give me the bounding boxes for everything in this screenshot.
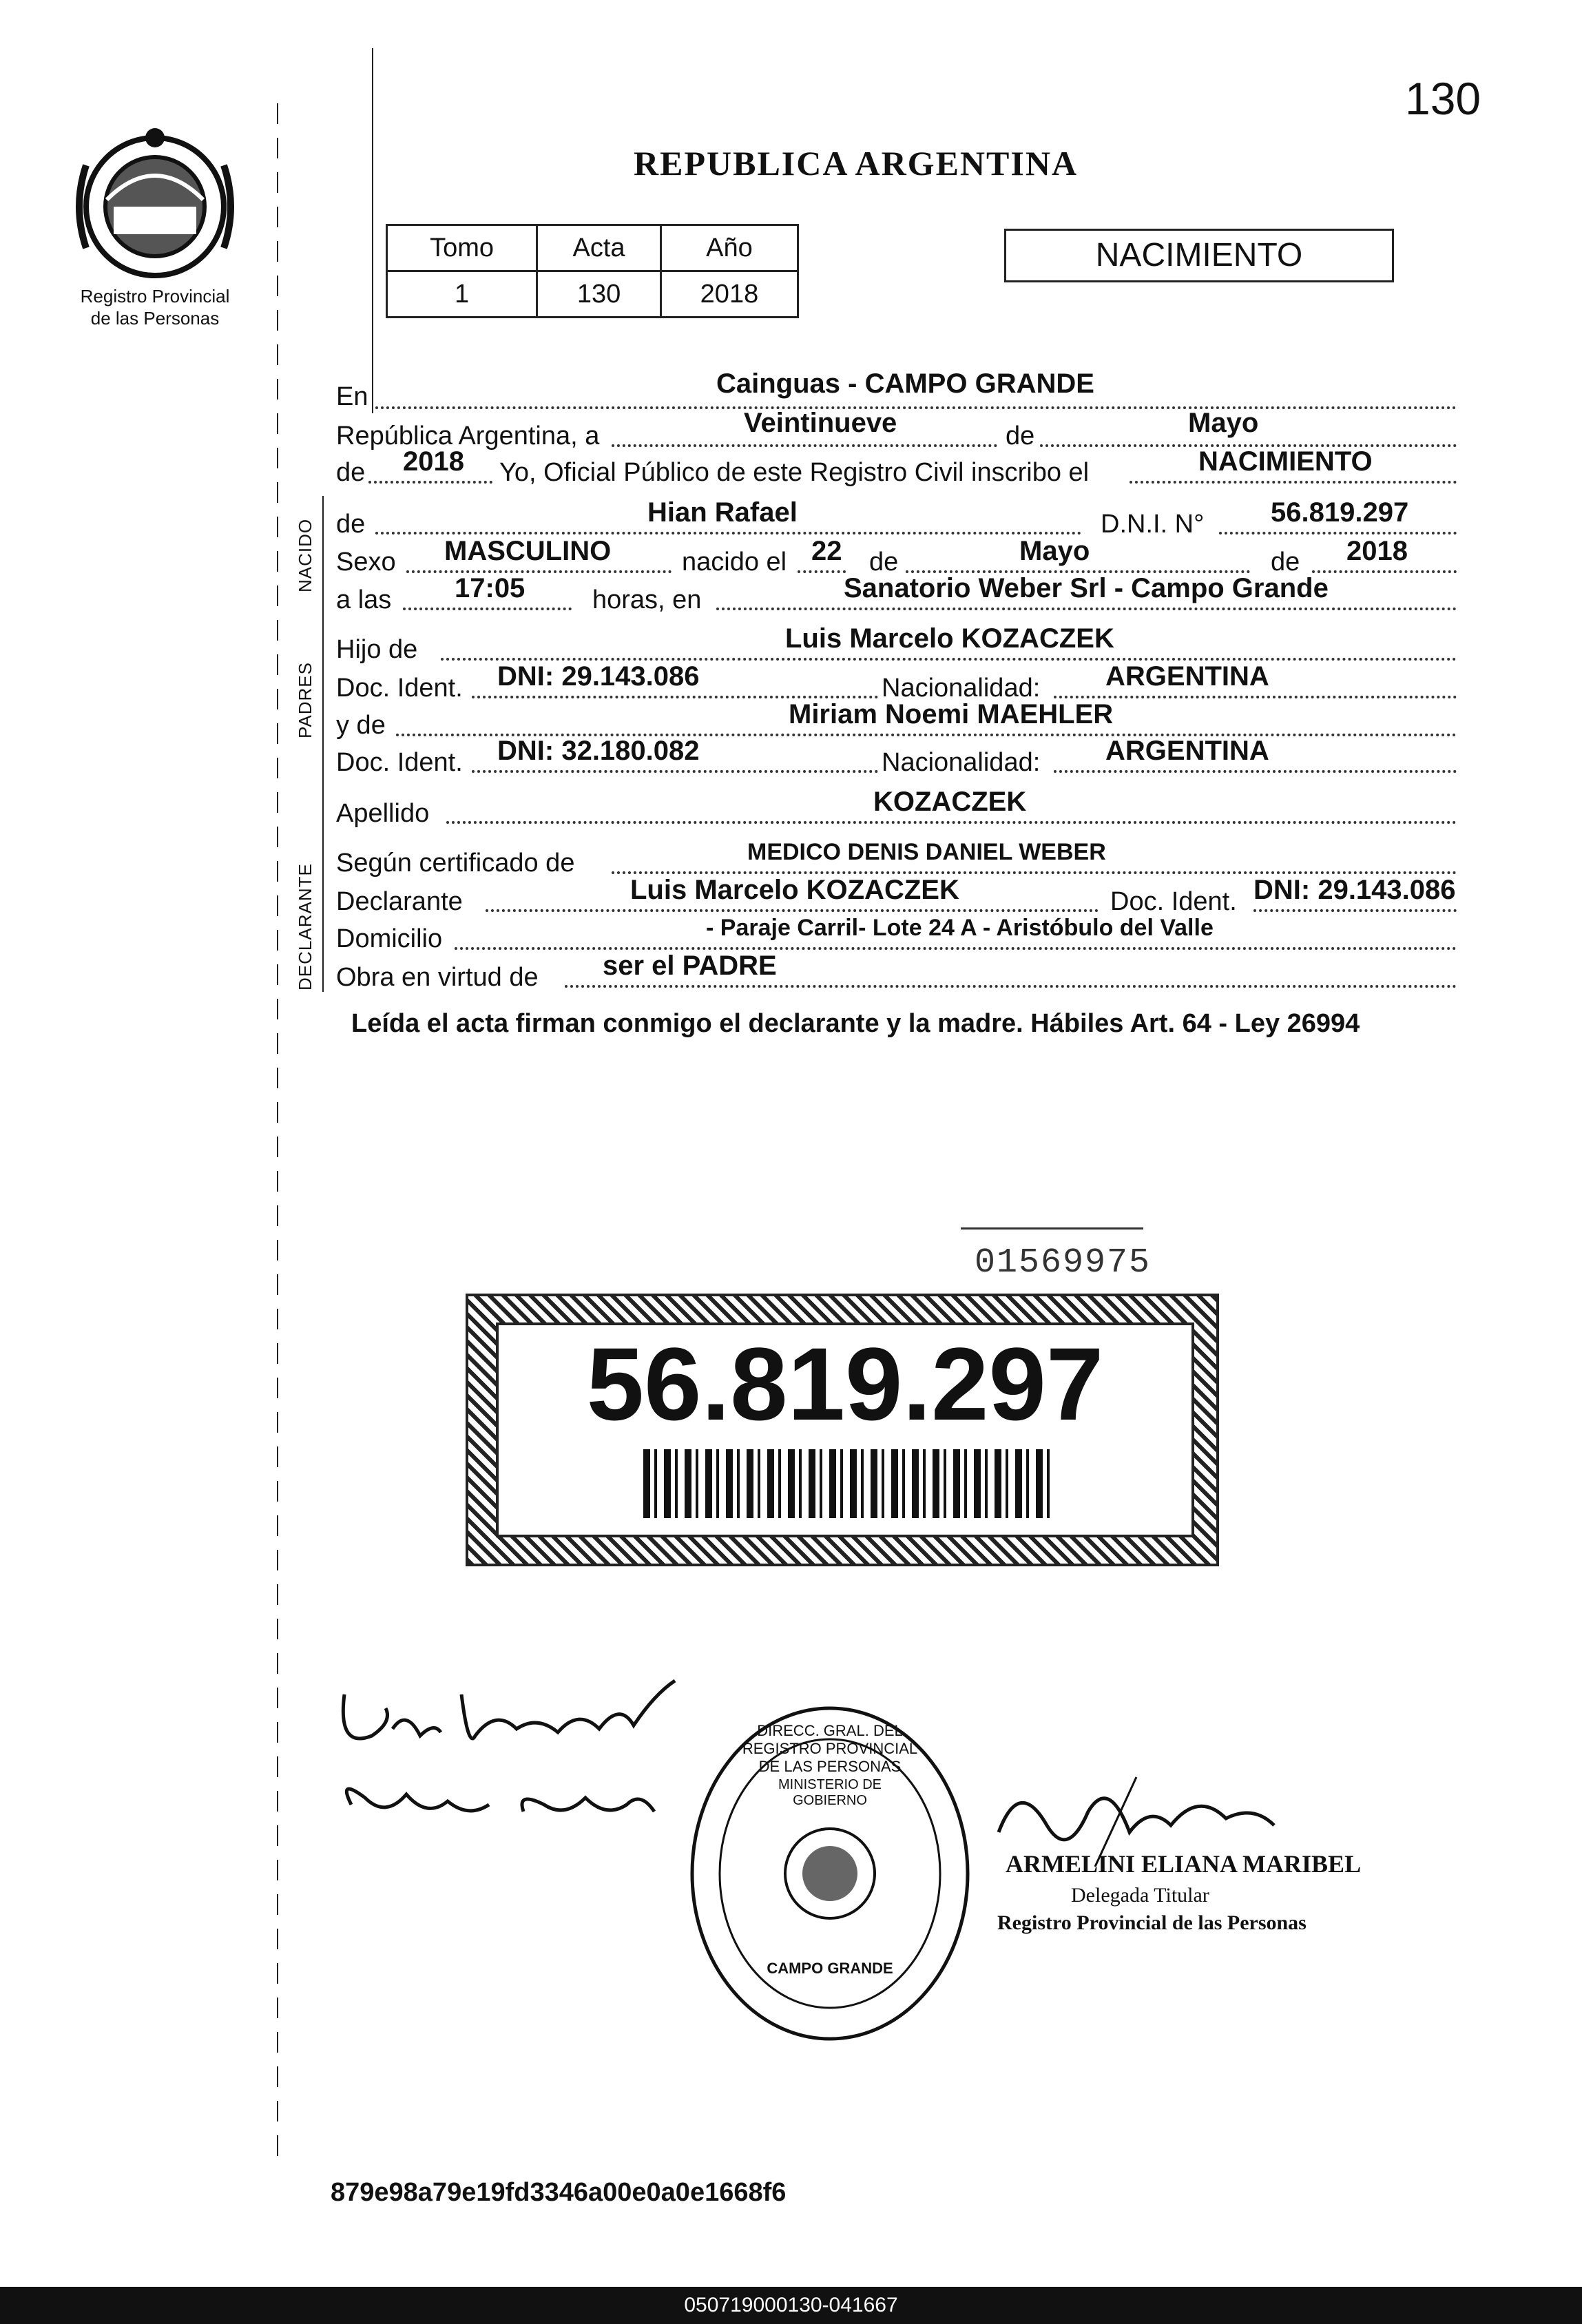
dni-sticker [466,1294,1219,1566]
horas-en-label: horas, en [592,585,702,614]
madre-doc: DNI: 32.180.082 [497,736,700,766]
dots [1253,909,1457,912]
page-number: 130 [1405,73,1481,124]
hijo-label: Hijo de [336,635,418,664]
official-office: Registro Provincial de las Personas [997,1911,1307,1934]
dots [1219,532,1457,535]
hora-label: a las [336,585,392,614]
official-stamp [685,1701,975,2046]
nac-dia: 22 [811,536,842,566]
nac-mes: Mayo [1019,536,1090,566]
anio-value: 2018 [660,271,798,318]
dots [565,985,1457,988]
lugar-value: Sanatorio Weber Srl - Campo Grande [844,573,1329,603]
declarante-doc: DNI: 29.143.086 [1253,875,1456,905]
anio-texto: 2018 [403,446,464,477]
acta-value: 130 [537,271,661,318]
logo-caption-line2: de las Personas [90,308,220,329]
official-name: ARMELINI ELIANA MARIBEL [1006,1850,1362,1878]
margin-line-left [277,103,278,2170]
sticker-serial-line [961,1227,1143,1230]
madre-nac: ARGENTINA [1105,736,1269,766]
doc-type-box: NACIMIENTO [1004,229,1394,282]
closing-note: Leída el acta firman conmigo el declarante y la madre. Hábiles Art. 64 - Ley 26994 [351,1009,1360,1038]
dots [441,658,1457,661]
dots [1312,570,1457,573]
apellido-value: KOZACZEK [873,787,1027,817]
mes-texto: Mayo [1188,408,1259,438]
cert-value: MEDICO DENIS DANIEL WEBER [747,839,1106,865]
nombre-label: de [336,510,366,539]
doc1-label: Doc. Ident. [336,674,463,703]
nac1-label: Nacionalidad: [882,674,1041,703]
padre-doc: DNI: 29.143.086 [497,661,700,692]
dots [486,909,1099,912]
sexo-value: MASCULINO [444,536,612,566]
declarante-value: Luis Marcelo KOZACZEK [630,875,959,905]
padre-nac: ARGENTINA [1105,661,1269,692]
inscribe-value: NACIMIENTO [1198,446,1373,477]
margin-line-right [372,48,373,413]
dots [612,871,1457,874]
padre-value: Luis Marcelo KOZACZEK [785,623,1114,654]
tomo-header: Tomo [387,225,537,271]
domicilio-value: - Paraje Carril- Lote 24 A - Aristóbulo del Valle [706,915,1214,941]
domicilio-label: Domicilio [336,924,443,953]
official-title: Delegada Titular [1071,1884,1209,1907]
de-label-1: de [1006,422,1035,450]
doc2-label: Doc. Ident. [336,748,463,777]
dots [446,821,1457,824]
province-logo [72,124,238,289]
nac-de1: de [869,548,899,577]
declarante-label: Declarante [336,887,463,916]
republica-label: República Argentina, a [336,422,600,450]
section-padres: PADRES [295,662,315,738]
nac-anio: 2018 [1346,536,1408,566]
nac2-label: Nacionalidad: [882,748,1041,777]
dots [375,406,1457,409]
footer-code: 050719000130-041667 [684,2294,898,2316]
obra-label: Obra en virtud de [336,963,539,992]
stamp-ring-text: DIRECC. GRAL. DEL REGISTRO PROVINCIAL DE LAS PERSONAS [742,1722,918,1775]
nacido-label: nacido el [682,548,787,577]
de-label-2: de [336,458,366,487]
footer-bar [0,2287,1582,2324]
signature-declarante [331,1667,716,1860]
section-nacido: NACIDO [295,518,315,592]
dots [368,481,492,484]
dots [455,947,1457,950]
registry-table [386,224,799,318]
dots [375,532,1081,535]
dots [1054,696,1457,698]
decl-doc-label: Doc. Ident. [1110,887,1237,916]
madre-value: Miriam Noemi MAEHLER [789,699,1114,729]
sticker-number: 56.819.297 [586,1326,1104,1442]
en-label: En [336,382,368,411]
country-title: REPUBLICA ARGENTINA [634,144,1079,183]
hora-value: 17:05 [455,573,525,603]
dots [1130,481,1457,484]
yde-label: y de [336,711,386,740]
dots [798,570,846,573]
dots [472,696,878,698]
sticker-serial: 01569975 [975,1243,1152,1283]
dia-texto: Veintinueve [744,408,897,438]
tomo-value: 1 [387,271,537,318]
sticker-inner [496,1322,1194,1537]
stamp-inner-text: MINISTERIO DE GOBIERNO [778,1777,882,1808]
logo-caption-line1: Registro Provincial [80,286,230,307]
dots [406,570,672,573]
apellido-label: Apellido [336,799,430,828]
coat-of-arms-icon [72,124,238,289]
sticker-barcode [643,1449,1057,1518]
acta-header: Acta [537,225,661,271]
anio-header: Año [660,225,798,271]
oficial-text: Yo, Oficial Público de este Registro Civil inscribo el [499,458,1090,487]
en-value: Cainguas - CAMPO GRANDE [716,369,1094,399]
dni-value: 56.819.297 [1271,497,1409,528]
dots [1054,770,1457,773]
section-declarante: DECLARANTE [295,863,315,990]
dots [612,444,997,447]
nombre-value: Hian Rafael [647,497,798,528]
dots [716,608,1457,610]
dots [472,770,878,773]
sexo-label: Sexo [336,548,396,577]
cert-label: Según certificado de [336,849,575,878]
stamp-place: CAMPO GRANDE [767,1960,893,1977]
nac-de2: de [1271,548,1300,577]
section-line [322,496,324,992]
document-hash: 879e98a79e19fd3346a00e0a0e1668f6 [331,2178,787,2207]
dots [403,608,572,610]
obra-value: ser el PADRE [603,951,777,981]
dni-label: D.N.I. N° [1101,510,1205,539]
